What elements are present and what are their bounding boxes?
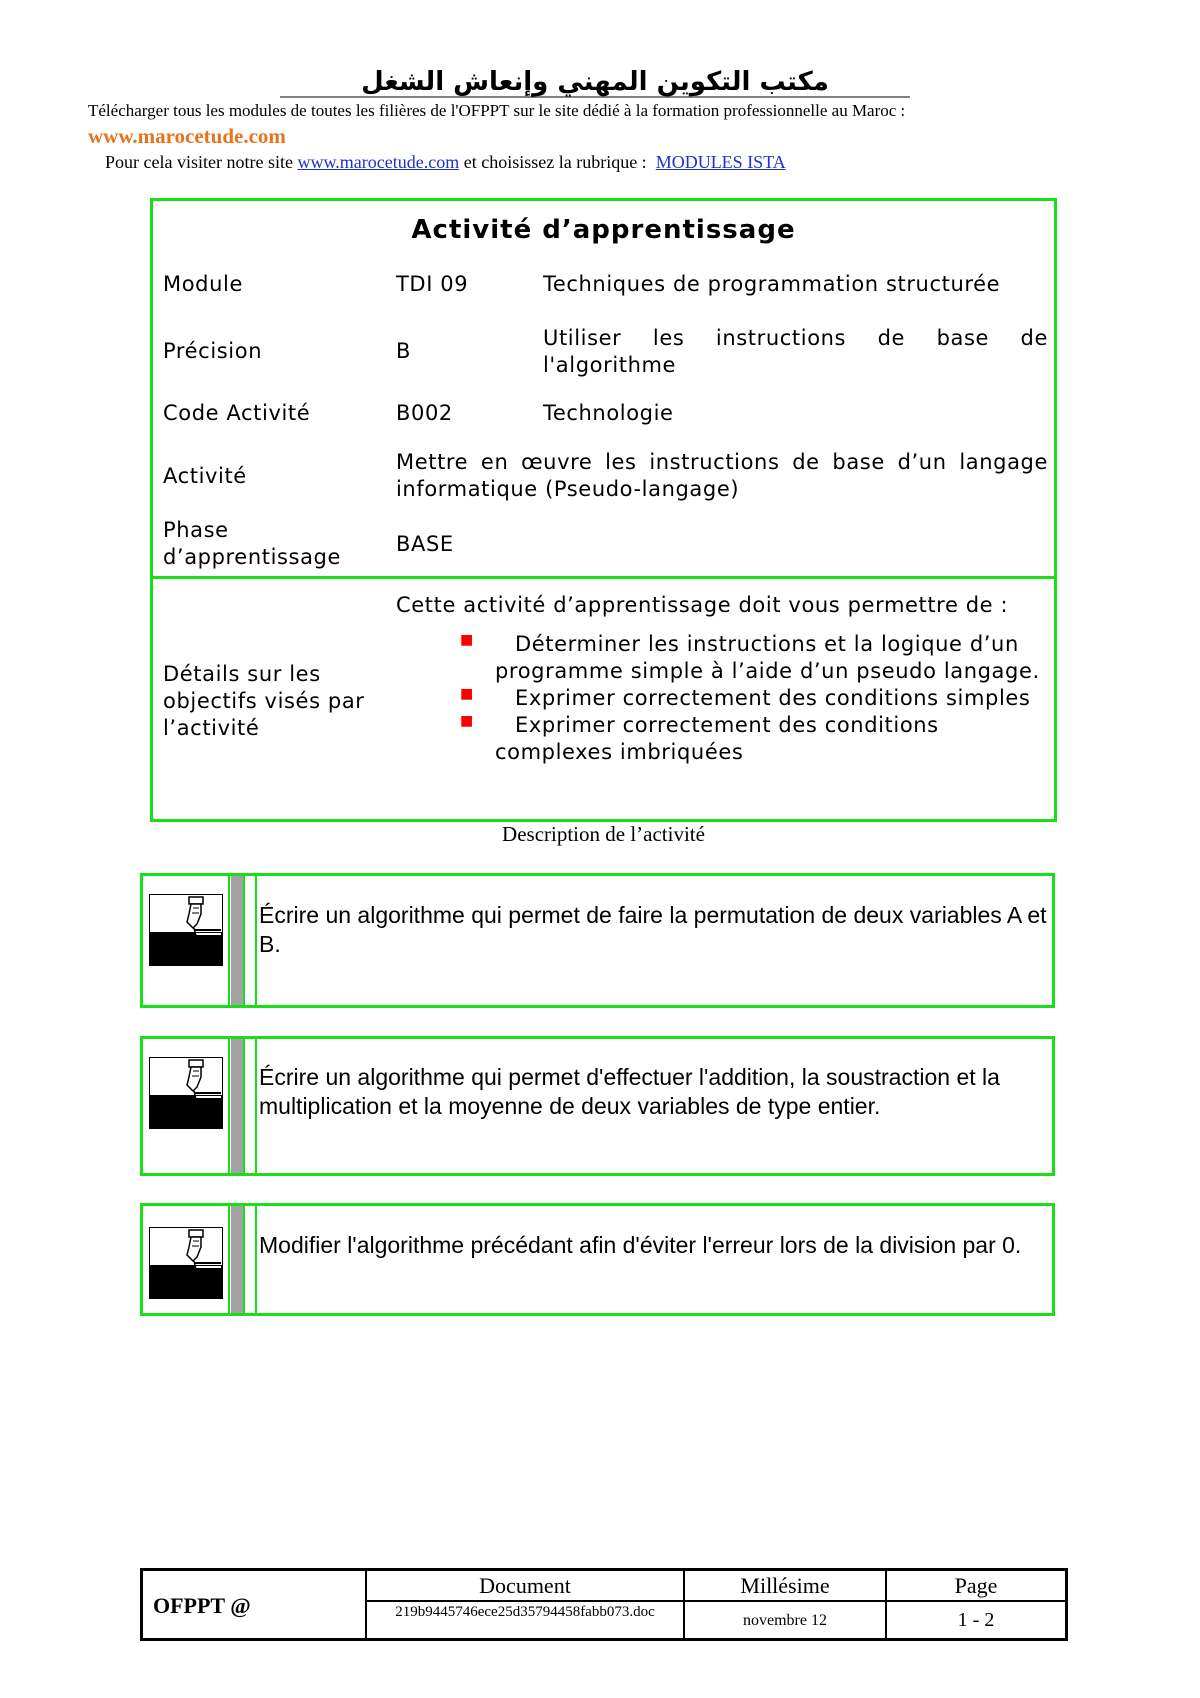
box-divider [228, 876, 230, 1005]
footer-divider [367, 1600, 1065, 1602]
box-divider [243, 1039, 245, 1173]
site-name[interactable]: www.marocetude.com [88, 124, 286, 148]
box-gray-bar [231, 1206, 243, 1313]
details-intro: Cette activité d’apprentissage doit vous permettre de : [396, 593, 1009, 617]
activite-label: Activité [163, 464, 247, 488]
arabic-title-logo [280, 66, 910, 98]
exercise-box [140, 873, 1055, 1008]
precision-label: Précision [163, 339, 263, 363]
module-label: Module [163, 272, 243, 296]
footer-document-label: Document [479, 1573, 571, 1598]
footer-document-value: 219b9445746ece25d35794458fabb073.doc [395, 1604, 655, 1620]
objective-item: Exprimer correctement des conditions simples [515, 686, 1031, 710]
box-gray-bar [231, 876, 243, 1005]
box-divider [228, 1206, 230, 1313]
box-divider [228, 1039, 230, 1173]
visit-line [105, 152, 786, 173]
bullet-icon: ■ [460, 632, 474, 648]
card-divider [153, 576, 1054, 579]
box-divider [243, 876, 245, 1005]
exercise-text: Écrire un algorithme qui permet de faire la permutation de deux variables A et B. [259, 902, 1047, 957]
bullet-icon: ■ [460, 686, 474, 702]
box-divider [255, 1039, 257, 1173]
code-activite-label: Code Activité [163, 401, 311, 425]
box-divider [255, 876, 257, 1005]
footer-table [140, 1568, 1068, 1641]
footer-page-value: 1 - 2 [957, 1609, 995, 1631]
site-link[interactable]: www.marocetude.com [297, 152, 460, 172]
bullet-icon: ■ [460, 713, 474, 729]
footer-page-label: Page [954, 1573, 998, 1598]
objective-item: Exprimer correctement des conditions complexes imbriquées [495, 713, 939, 764]
box-divider [243, 1206, 245, 1313]
precision-code: B [396, 339, 412, 363]
box-divider [255, 1206, 257, 1313]
writing-hand-icon [149, 1057, 223, 1129]
exercise-text: Modifier l'algorithme précédant afin d'éviter l'erreur lors de la division par 0. [259, 1232, 1022, 1258]
module-name: Techniques de programmation structurée [543, 272, 1001, 296]
objective-item: Déterminer les instructions et la logique d’un programme simple à l’aide d’un pseudo langage. [495, 632, 1040, 683]
visit-middle: et choisissez la rubrique : [463, 152, 647, 172]
modules-ista-link[interactable]: MODULES ISTA [655, 152, 786, 172]
phase-value: BASE [396, 532, 454, 556]
code-activite-text: Technologie [543, 401, 674, 425]
activite-text: Mettre en œuvre les instructions de base d’un langage informatique (Pseudo-langage) [396, 450, 1048, 501]
footer-millesime-value: novembre 12 [743, 1612, 827, 1629]
visit-prefix: Pour cela visiter notre site [105, 152, 293, 172]
description-title: Description de l’activité [502, 822, 705, 846]
phase-label: Phase d’apprentissage [163, 518, 342, 569]
exercise-box [140, 1203, 1055, 1316]
details-label: Détails sur les objectifs visés par l’activité [163, 662, 365, 740]
svg-text:مكتب التكوين المهني وإنعاش الش: مكتب التكوين المهني وإنعاش الشغل [361, 67, 829, 97]
footer-org: OFPPT @ [153, 1593, 251, 1618]
box-gray-bar [231, 1039, 243, 1173]
precision-text: Utiliser les instructions de base de l'algorithme [543, 326, 1048, 377]
code-activite-value: B002 [396, 401, 453, 425]
writing-hand-icon [149, 894, 223, 966]
writing-hand-icon [149, 1227, 223, 1299]
exercise-box [140, 1036, 1055, 1176]
exercise-text: Écrire un algorithme qui permet d'effectuer l'addition, la soustraction et la multiplication et la moyenne de deux variables de type entier. [259, 1064, 1000, 1119]
activity-card [150, 198, 1057, 822]
download-notice: Télécharger tous les modules de toutes les filières de l'OFPPT sur le site dédié à la formation professionnelle au Maroc : [88, 101, 906, 120]
footer-millesime-label: Millésime [740, 1573, 830, 1598]
activity-title: Activité d’apprentissage [411, 215, 796, 245]
module-code: TDI 09 [396, 272, 469, 296]
